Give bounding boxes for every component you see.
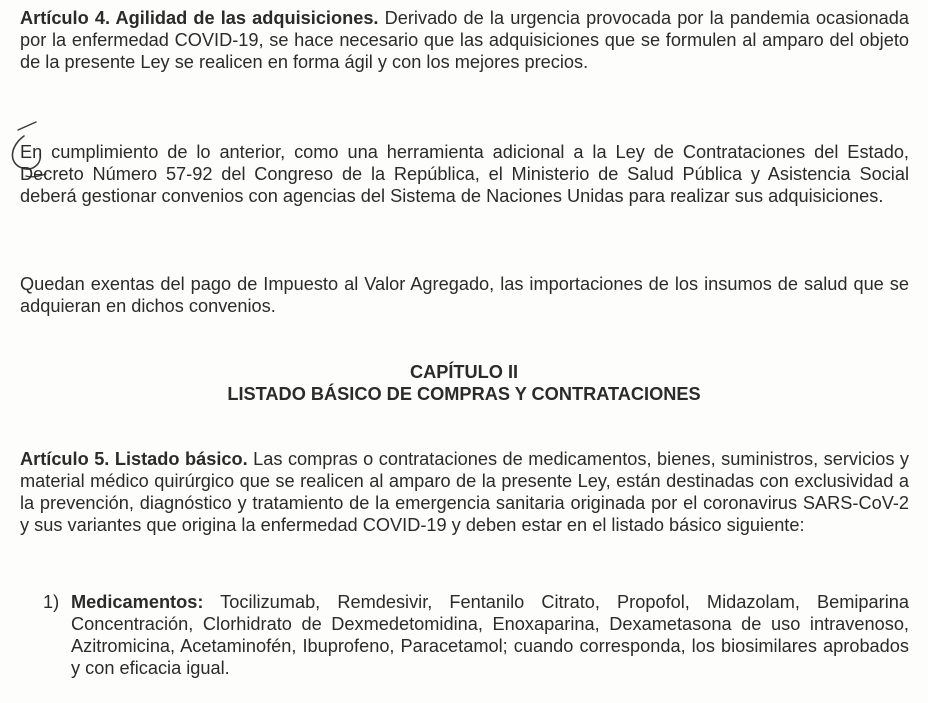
list-item [43, 591, 909, 679]
article-4-paragraph-3: Quedan exentas del pago de Impuesto al Valor Agregado, las importaciones de los insumos de salud que se adquieran en dichos convenios. [20, 274, 909, 316]
article-4-paragraph-2: En cumplimiento de lo anterior, como una herramienta adicional a la Ley de Contrataciones del Estado, Decreto Número 57-92 del Congreso de la República, el Ministerio de Salud Pública y Asistencia Social deberá gestionar convenios con agencias del Sistema de Naciones Unidas para realizar sus adquisiciones. [20, 142, 909, 206]
chapter-title: LISTADO BÁSICO DE COMPRAS Y CONTRATACIONES [227, 384, 701, 404]
article-4-title: Artículo 4. Agilidad de las adquisiciones. [20, 8, 379, 28]
article-4-text: Derivado de la urgencia provocada por la pandemia ocasionada por la enfermedad COVID-19, se hace necesario que las adquisiciones que se formulen al amparo del objeto de la presente Ley se realicen en forma ágil y con los mejores precios. [20, 8, 909, 72]
list-item-number: 1) [43, 592, 60, 612]
list-item-label: Medicamentos: [71, 592, 204, 612]
list-item-text: Tocilizumab, Remdesivir, Fentanilo Citrato, Propofol, Midazolam, Bemiparina Concentración, Clorhidrato de Dexmedetomidina, Enoxaparina, Dexametasona de uso intravenoso, Azitromicina, Acetaminofén, Ibuprofeno, Paracetamol; cuando corresponda, los biosimilares aprobados y con eficacia igual. [71, 592, 909, 678]
article-5-paragraph [20, 448, 909, 536]
article-5-text: Las compras o contrataciones de medicamentos, bienes, suministros, servicios y material médico quirúrgico que se realicen al amparo de la presente Ley, están destinadas con exclusividad a la prevención, diagnóstico y tratamiento de la emergencia sanitaria originada por el coronavirus SARS-CoV-2 y sus variantes que origina la enfermedad COVID-19 y deben estar en el listado básico siguiente: [20, 449, 909, 535]
chapter-number: CAPÍTULO II [409, 362, 519, 382]
article-4-paragraph [20, 7, 909, 73]
article-5-title: Artículo 5. Listado básico. [20, 449, 248, 469]
list-item-body [71, 591, 909, 679]
